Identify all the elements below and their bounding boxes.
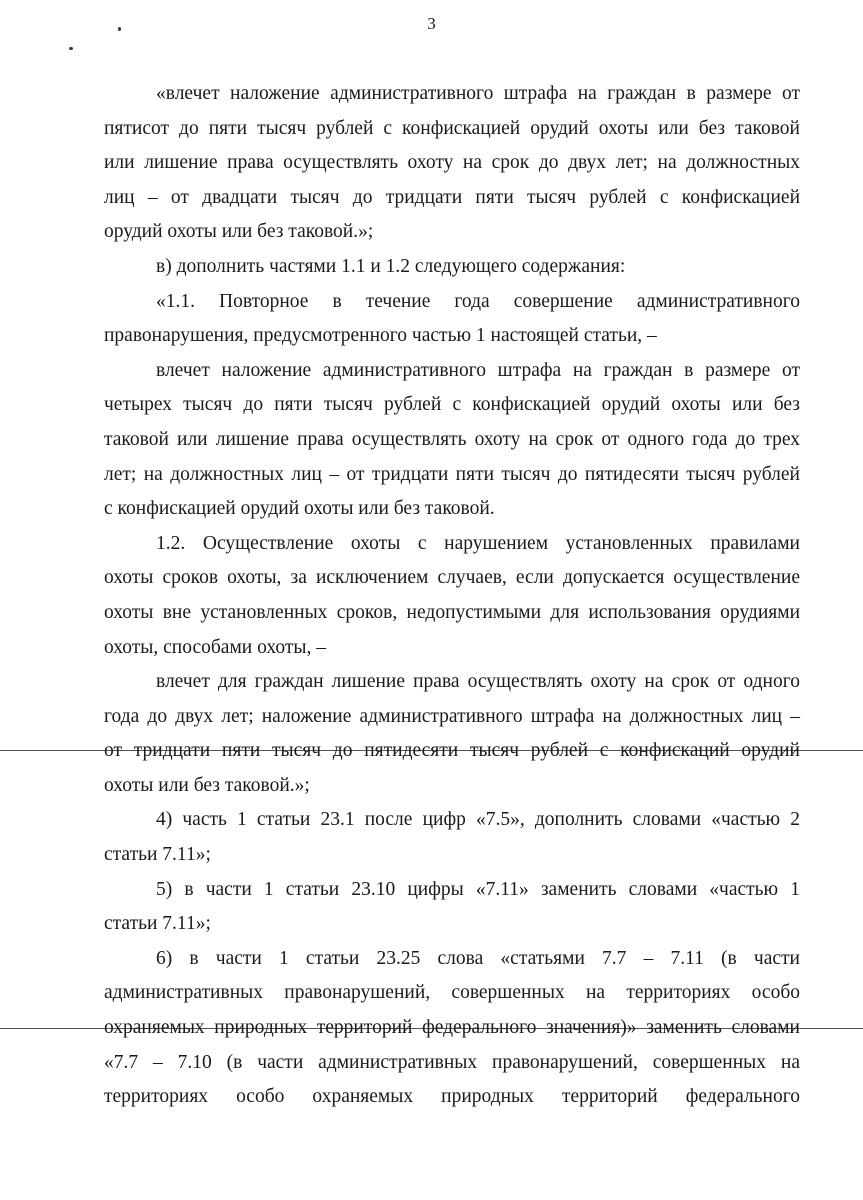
text-line: с конфискацией орудий охоты или без таковой. <box>104 498 495 520</box>
text-line: охраняемых природных территорий федерального значения)» заменить словами <box>104 1017 800 1039</box>
text-line: «влечет наложение административного штрафа на граждан в размере от <box>156 83 800 104</box>
text-line: 4) часть 1 статьи 23.1 после цифр «7.5», дополнить словами «частью 2 <box>156 809 800 831</box>
text-line: в) дополнить частями 1.1 и 1.2 следующего содержания: <box>156 255 626 277</box>
text-line: охоты сроков охоты, за исключением случаев, если допускается осуществление <box>104 567 800 589</box>
text-line: года до двух лет; наложение административного штрафа на должностных лиц – <box>104 705 800 727</box>
text-line: четырех тысяч до пяти тысяч рублей с конфискацией орудий охоты или без <box>104 394 800 416</box>
text-line: 6) в части 1 статьи 23.25 слова «статьями 7.7 – 7.11 (в части <box>156 947 800 969</box>
text-line: влечет наложение административного штрафа на граждан в размере от <box>156 359 800 381</box>
text-line: правонарушения, предусмотренного частью 1 настоящей статьи, – <box>104 325 657 347</box>
text-line: статьи 7.11»; <box>104 913 211 935</box>
text-line: орудий охоты или без таковой.»; <box>104 221 374 243</box>
text-line: лиц – от двадцати тысяч до тридцати пяти тысяч рублей с конфискацией <box>104 186 800 208</box>
text-line: или лишение права осуществлять охоту на срок до двух лет; на должностных <box>104 152 800 174</box>
text-line: пятисот до пяти тысяч рублей с конфискацией орудий охоты или без таковой <box>104 117 800 139</box>
text-line: охоты вне установленных сроков, недопустимыми для использования орудиями <box>104 601 800 623</box>
text-line: статьи 7.11»; <box>104 844 211 866</box>
page-number: 3 <box>427 14 436 33</box>
scan-speck <box>69 47 73 50</box>
text-line: влечет для граждан лишение права осуществлять охоту на срок от одного <box>156 671 800 693</box>
text-line: «1.1. Повторное в течение года совершение административного <box>156 290 800 312</box>
text-line: таковой или лишение права осуществлять охоту на срок от одного года до трех <box>104 428 800 450</box>
text-line: административных правонарушений, совершенных на территориях особо <box>104 982 800 1004</box>
text-line: от тридцати пяти тысяч до пятидесяти тысяч рублей с конфискаций орудий <box>104 740 800 762</box>
text-line: охоты или без таковой.»; <box>104 774 310 796</box>
text-line: 5) в части 1 статьи 23.10 цифры «7.11» заменить словами «частью 1 <box>156 878 800 900</box>
document-body <box>104 77 800 1115</box>
text-line: лет; на должностных лиц – от тридцати пяти тысяч до пятидесяти тысяч рублей <box>104 463 800 485</box>
text-line: охоты, способами охоты, – <box>104 636 326 658</box>
text-line: 1.2. Осуществление охоты с нарушением установленных правилами <box>156 532 800 554</box>
text-line: территориях особо охраняемых природных территорий федерального <box>104 1086 800 1108</box>
text-line: «7.7 – 7.10 (в части административных правонарушений, совершенных на <box>104 1051 800 1073</box>
